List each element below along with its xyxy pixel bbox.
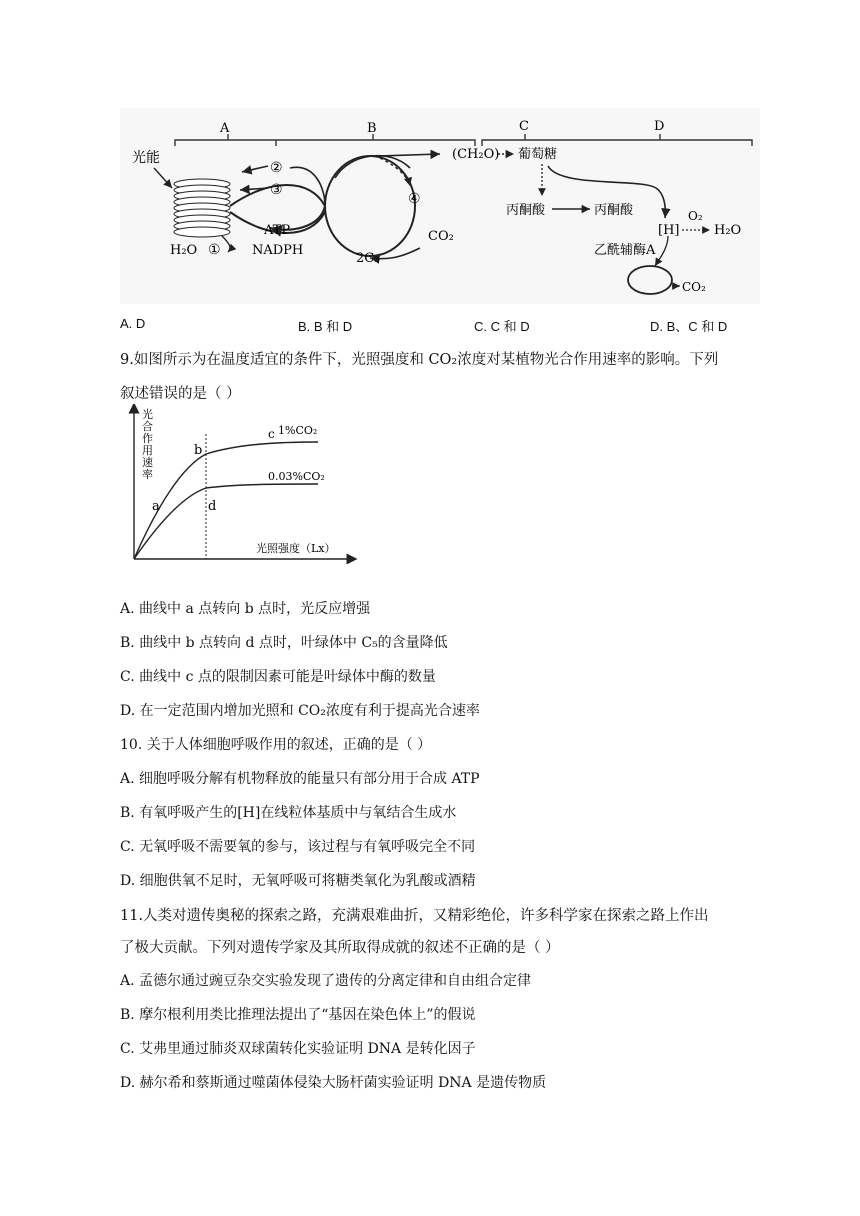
q10-option-c[interactable]: C. 无氧呼吸不需要氧的参与，该过程与有氧呼吸完全不同 (120, 839, 476, 855)
label-1: ① (208, 242, 221, 258)
nadph-label: NADPH (252, 243, 304, 258)
section-a-label: A (220, 121, 230, 136)
section-c-label: C (519, 119, 529, 134)
h-label: [H] (658, 223, 680, 238)
q9-stem-line2: 叙述错误的是（ ） (120, 386, 241, 402)
point-d-label: d (208, 499, 217, 514)
q11-option-c[interactable]: C. 艾弗里通过肺炎双球菌转化实验证明 DNA 是转化因子 (120, 1041, 476, 1057)
q8-option-b[interactable]: B. B 和 D (298, 319, 353, 334)
q11-option-a[interactable]: A. 孟德尔通过豌豆杂交实验发现了遗传的分离定律和自由组合定律 (120, 973, 532, 989)
q10-option-a[interactable]: A. 细胞呼吸分解有机物释放的能量只有部分用于合成 ATP (120, 771, 480, 787)
x-axis-label: 光照强度（Lx） (256, 542, 336, 555)
point-c-label: c (268, 427, 275, 441)
photosynthesis-respiration-diagram (120, 108, 760, 304)
acetyl-coa-label: 乙酰辅酶A (594, 243, 656, 258)
q9-stem-line1: 9.如图所示为在温度适宜的条件下，光照强度和 CO₂浓度对某植物光合作用速率的影响。下列 (120, 352, 719, 368)
section-b-label: B (367, 121, 377, 136)
point-b-label: b (194, 443, 203, 458)
q9-graph-svg (128, 404, 358, 564)
q9-option-c[interactable]: C. 曲线中 c 点的限制因素可能是叶绿体中酶的数量 (120, 669, 436, 685)
diagram-svg (120, 108, 760, 304)
curve-low-label: 0.03%CO₂ (268, 470, 325, 483)
q9-option-b[interactable]: B. 曲线中 b 点转向 d 点时，叶绿体中 C₅的含量降低 (120, 635, 448, 651)
co2-bottom-label: CO₂ (682, 280, 706, 294)
q8-options (120, 316, 760, 336)
section-brackets (175, 134, 752, 146)
h2o-left-label: H₂O (170, 243, 198, 258)
q10-option-b[interactable]: B. 有氧呼吸产生的[H]在线粒体基质中与氧结合生成水 (120, 805, 457, 821)
q10-stem: 10. 关于人体细胞呼吸作用的叙述，正确的是（ ） (120, 737, 432, 753)
q8-option-d[interactable]: D. B、C 和 D (650, 319, 728, 334)
light-energy-label: 光能 (132, 150, 160, 166)
q9-graph (128, 404, 358, 564)
svg-text:率: 率 (142, 468, 153, 481)
label-4: ④ (408, 191, 421, 207)
atp-label: ATP (264, 223, 291, 238)
point-a-label: a (152, 499, 160, 514)
y-axis-label (142, 407, 153, 481)
q8-option-c[interactable]: C. C 和 D (474, 319, 530, 334)
q11-stem-line2: 了极大贡献。下列对遗传学家及其所取得成就的叙述不正确的是（ ） (120, 940, 560, 956)
svg-text:合: 合 (142, 420, 153, 433)
glucose-label: 葡萄糖 (518, 147, 558, 162)
svg-text:光: 光 (142, 408, 153, 421)
svg-text:用: 用 (142, 444, 153, 457)
co2-b-label: CO₂ (428, 229, 454, 244)
section-d-label: D (654, 119, 665, 134)
q11-option-b[interactable]: B. 摩尔根利用类比推理法提出了“基因在染色体上”的假说 (120, 1007, 476, 1023)
q9-option-d[interactable]: D. 在一定范围内增加光照和 CO₂浓度有利于提高光合速率 (120, 703, 480, 719)
o2-label: O₂ (688, 209, 703, 223)
label-3: ③ (270, 182, 283, 198)
c3-label: 2C₃ (356, 251, 380, 266)
svg-text:速: 速 (142, 456, 153, 469)
svg-text:作: 作 (142, 432, 153, 445)
q8-option-a[interactable]: A. D (120, 316, 146, 331)
ch2o-label: (CH₂O) (452, 147, 500, 162)
label-2: ② (270, 160, 283, 176)
q9-option-a[interactable]: A. 曲线中 a 点转向 b 点时，光反应增强 (120, 601, 371, 617)
q10-option-d[interactable]: D. 细胞供氧不足时，无氧呼吸可将糖类氧化为乳酸或酒精 (120, 873, 476, 889)
curve-high-label: 1%CO₂ (278, 424, 318, 437)
h2o-right-label: H₂O (714, 223, 742, 238)
pyruvate-2-label: 丙酮酸 (594, 203, 634, 218)
pyruvate-1-label: 丙酮酸 (506, 203, 546, 218)
q11-option-d[interactable]: D. 赫尔希和蔡斯通过噬菌体侵染大肠杆菌实验证明 DNA 是遗传物质 (120, 1075, 547, 1091)
q11-stem-line1: 11.人类对遗传奥秘的探索之路，充满艰难曲折，又精彩绝伦，许多科学家在探索之路上作出 (120, 908, 709, 924)
thylakoid-stack (174, 179, 230, 237)
